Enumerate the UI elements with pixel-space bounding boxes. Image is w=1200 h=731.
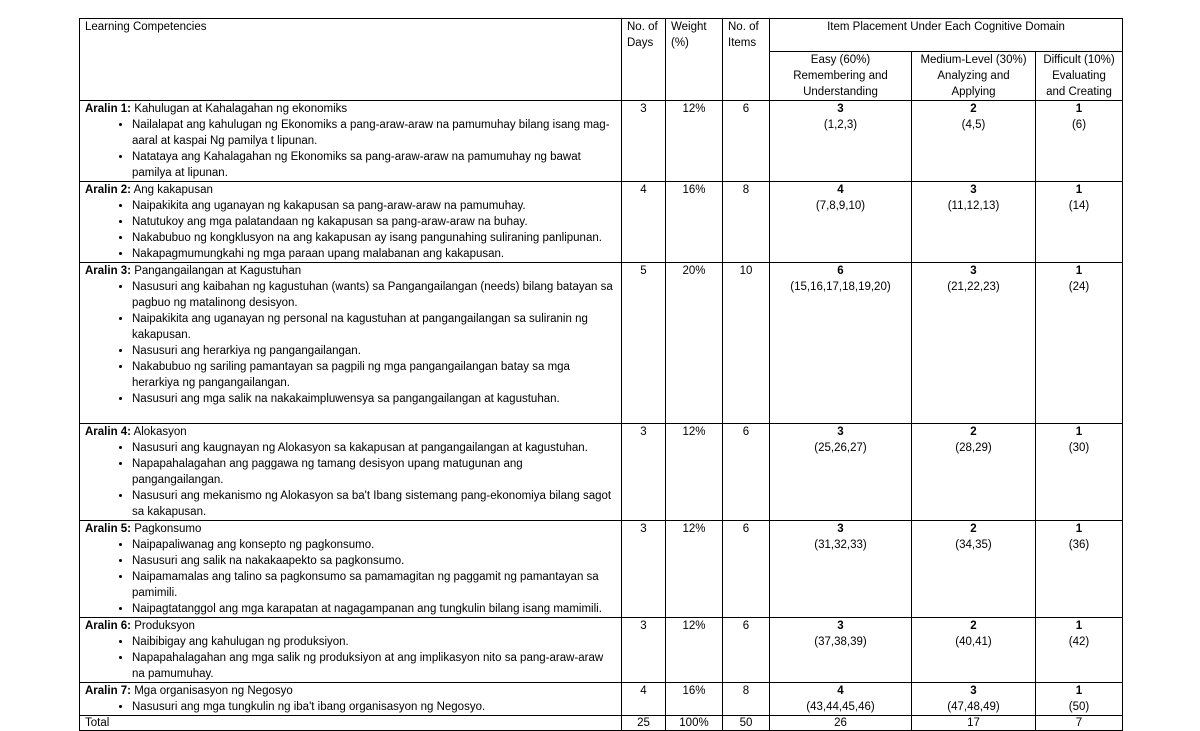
header-easy: Easy (60%) Remembering and Understanding [770,52,912,101]
header-row [80,19,1123,52]
total-weight: 100% [666,716,723,731]
header-weight: Weight (%) [666,19,723,101]
medium-cell [912,182,1036,263]
competency-item: • Naipagtatanggol ang mga karapatan at nagagampanan ang tungkulin bilang isang mamimili. [132,601,616,617]
lesson-row [80,182,1123,263]
easy-count: 6 [837,265,844,277]
lesson-title: Produksyon [134,620,195,632]
competency-item: • Nakabubuo ng kongklusyon na ang kakapusan ay isang pangunahing suliraning panlipunan. [132,230,616,246]
competency-item: • Naipakikita ang uganayan ng personal na kagustuhan at pangangailangan sa suliranin ng kakapusan. [132,311,616,343]
total-label: Total [80,716,622,731]
easy-items: (37,38,39) [814,636,867,648]
medium-count: 3 [970,265,977,277]
competency-item: • Nakapagmumungkahi ng mga paraan upang malabanan ang kakapusan. [132,246,616,262]
competency-item: • Nakabubuo ng sariling pamantayan sa pagpili ng mga pangangailangan batay sa mga herarkiya ng pangangailangan. [132,359,616,391]
lesson-cell [80,182,622,263]
easy-items: (43,44,45,46) [806,701,875,713]
competency-item: • Nasusuri ang kaibahan ng kagustuhan (wants) sa Pangangailangan (needs) bilang batayan sa pagbuo ng matalinong desisyon. [132,279,616,311]
easy-items: (1,2,3) [823,119,858,131]
easy-items: (25,26,27) [814,442,867,454]
lesson-label: Aralin 4: [85,426,132,438]
weight-cell: 20% [666,263,723,424]
days-cell: 3 [622,424,666,521]
days-cell: 3 [622,521,666,618]
items-cell: 8 [723,683,770,716]
medium-items: (4,5) [961,119,986,131]
medium-count: 2 [970,620,977,632]
easy-cell [770,521,912,618]
competency-item: • Napapahalagahan ang paggawa ng tamang desisyon upang matugunan ang pangangailangan. [132,456,616,488]
weight-cell: 12% [666,521,723,618]
difficult-count: 1 [1075,620,1083,632]
total-medium: 17 [912,716,1036,731]
days-cell: 3 [622,618,666,683]
medium-cell [912,263,1036,424]
header-item-placement: Item Placement Under Each Cognitive Domain [770,19,1123,52]
easy-cell [770,182,912,263]
weight-cell: 12% [666,424,723,521]
lesson-row [80,101,1123,182]
easy-cell [770,683,912,716]
easy-items: (31,32,33) [814,539,867,551]
competency-item: • Nailalapat ang kahulugan ng Ekonomiks a pang-araw-araw na pamumuhay bilang isang mag-aaral at kaspai Ng pamilya t lipunan. [132,117,616,149]
medium-count: 3 [970,184,977,196]
header-difficult: Difficult (10%) Evaluating and Creating [1036,52,1123,101]
easy-cell [770,263,912,424]
competency-list [85,279,616,407]
competency-item: • Napapahalagahan ang mga salik ng produksiyon at ang implikasyon nito sa pang-araw-araw na pamumuhay. [132,650,616,682]
lesson-title: Pangangailangan at Kagustuhan [134,265,302,277]
medium-items: (11,12,13) [947,200,1000,212]
lesson-cell [80,101,622,182]
difficult-cell [1036,101,1123,182]
total-days: 25 [622,716,666,731]
table-of-specifications [79,18,1123,731]
difficult-items: (30) [1068,442,1090,454]
total-items: 50 [723,716,770,731]
difficult-items: (50) [1068,701,1090,713]
medium-count: 2 [970,103,977,115]
competency-item: • Nasusuri ang kaugnayan ng Alokasyon sa kakapusan at pangangailangan at kagustuhan. [132,440,616,456]
difficult-count: 1 [1075,103,1083,115]
items-cell: 8 [723,182,770,263]
items-cell: 10 [723,263,770,424]
competency-list [85,117,616,181]
total-easy: 26 [770,716,912,731]
difficult-cell [1036,424,1123,521]
lesson-title: Pagkonsumo [134,523,202,535]
medium-cell [912,618,1036,683]
difficult-items: (42) [1068,636,1090,648]
medium-cell [912,424,1036,521]
lesson-cell [80,618,622,683]
competency-list [85,440,616,520]
days-cell: 3 [622,101,666,182]
competency-item: • Natutukoy ang mga palatandaan ng kakapusan sa pang-araw-araw na buhay. [132,214,616,230]
lesson-label: Aralin 2: [85,184,132,196]
days-cell: 4 [622,182,666,263]
difficult-items: (14) [1068,200,1090,212]
medium-items: (40,41) [955,636,992,648]
header-no-of-items: No. of Items [723,19,770,101]
lesson-title: Kahulugan at Kahalagahan ng ekonomiks [134,103,348,115]
easy-count: 4 [837,685,844,697]
items-cell: 6 [723,101,770,182]
lesson-title: Alokasyon [133,426,187,438]
blank-line [85,407,616,423]
difficult-items: (36) [1068,539,1090,551]
medium-items: (34,35) [955,539,992,551]
medium-cell [912,101,1036,182]
difficult-cell [1036,263,1123,424]
weight-cell: 16% [666,683,723,716]
total-difficult: 7 [1036,716,1123,731]
competency-item: • Natataya ang Kahalagahan ng Ekonomiks sa pang-araw-araw na pamumuhay ng bawat pamilya at lipunan. [132,149,616,181]
difficult-count: 1 [1075,184,1083,196]
easy-count: 3 [837,523,844,535]
easy-items: (15,16,17,18,19,20) [790,281,891,293]
medium-count: 2 [970,426,977,438]
medium-cell [912,521,1036,618]
lesson-label: Aralin 1: [85,103,132,115]
easy-cell [770,424,912,521]
difficult-cell [1036,182,1123,263]
competency-list [85,699,616,715]
weight-cell: 16% [666,182,723,263]
lesson-label: Aralin 7: [85,685,132,697]
competency-item: • Naibibigay ang kahulugan ng produksiyon. [132,634,616,650]
difficult-count: 1 [1075,265,1083,277]
difficult-items: (24) [1068,281,1090,293]
competency-list [85,634,616,682]
competency-list [85,198,616,262]
lesson-row [80,263,1123,424]
easy-cell [770,618,912,683]
medium-items: (47,48,49) [947,701,1000,713]
medium-count: 2 [970,523,977,535]
items-cell: 6 [723,424,770,521]
lesson-label: Aralin 5: [85,523,132,535]
difficult-cell [1036,618,1123,683]
competency-item: • Naipamamalas ang talino sa pagkonsumo sa pamamagitan ng paggamit ng pamantayan sa pamimili. [132,569,616,601]
difficult-count: 1 [1075,523,1083,535]
lesson-row [80,521,1123,618]
difficult-cell [1036,521,1123,618]
competency-list [85,537,616,617]
lesson-cell [80,521,622,618]
header-learning-competencies: Learning Competencies [80,19,622,101]
header-no-of-days: No. of Days [622,19,666,101]
competency-item: • Nasusuri ang mekanismo ng Alokasyon sa ba't Ibang sistemang pang-ekonomiya bilang sagot sa kakapusan. [132,488,616,520]
medium-count: 3 [970,685,977,697]
difficult-count: 1 [1075,426,1083,438]
weight-cell: 12% [666,618,723,683]
lesson-row [80,683,1123,716]
lesson-row [80,618,1123,683]
competency-item: • Nasusuri ang mga salik na nakakaimpluwensya sa pangangailangan at kagustuhan. [132,391,616,407]
days-cell: 5 [622,263,666,424]
lesson-cell [80,263,622,424]
lesson-cell [80,683,622,716]
lesson-label: Aralin 6: [85,620,132,632]
easy-count: 3 [837,426,844,438]
easy-cell [770,101,912,182]
weight-cell: 12% [666,101,723,182]
lesson-title: Ang kakapusan [133,184,213,196]
medium-items: (21,22,23) [947,281,1000,293]
items-cell: 6 [723,618,770,683]
competency-item: • Naipakikita ang uganayan ng kakapusan sa pang-araw-araw na pamumuhay. [132,198,616,214]
medium-items: (28,29) [955,442,992,454]
lesson-title: Mga organisasyon ng Negosyo [134,685,293,697]
difficult-cell [1036,683,1123,716]
total-row [80,716,1123,731]
lesson-label: Aralin 3: [85,265,132,277]
easy-count: 4 [837,184,844,196]
header-medium: Medium-Level (30%) Analyzing and Applying [912,52,1036,101]
lesson-row [80,424,1123,521]
lesson-cell [80,424,622,521]
competency-item: • Nasusuri ang mga tungkulin ng iba't ibang organisasyon ng Negosyo. [132,699,616,715]
easy-count: 3 [837,103,844,115]
items-cell: 6 [723,521,770,618]
easy-count: 3 [837,620,844,632]
medium-cell [912,683,1036,716]
difficult-count: 1 [1075,685,1083,697]
competency-item: • Nasusuri ang herarkiya ng pangangailangan. [132,343,616,359]
easy-items: (7,8,9,10) [815,200,866,212]
difficult-items: (6) [1071,119,1087,131]
competency-item: • Nasusuri ang salik na nakakaapekto sa pagkonsumo. [132,553,616,569]
competency-item: • Naipapaliwanag ang konsepto ng pagkonsumo. [132,537,616,553]
days-cell: 4 [622,683,666,716]
